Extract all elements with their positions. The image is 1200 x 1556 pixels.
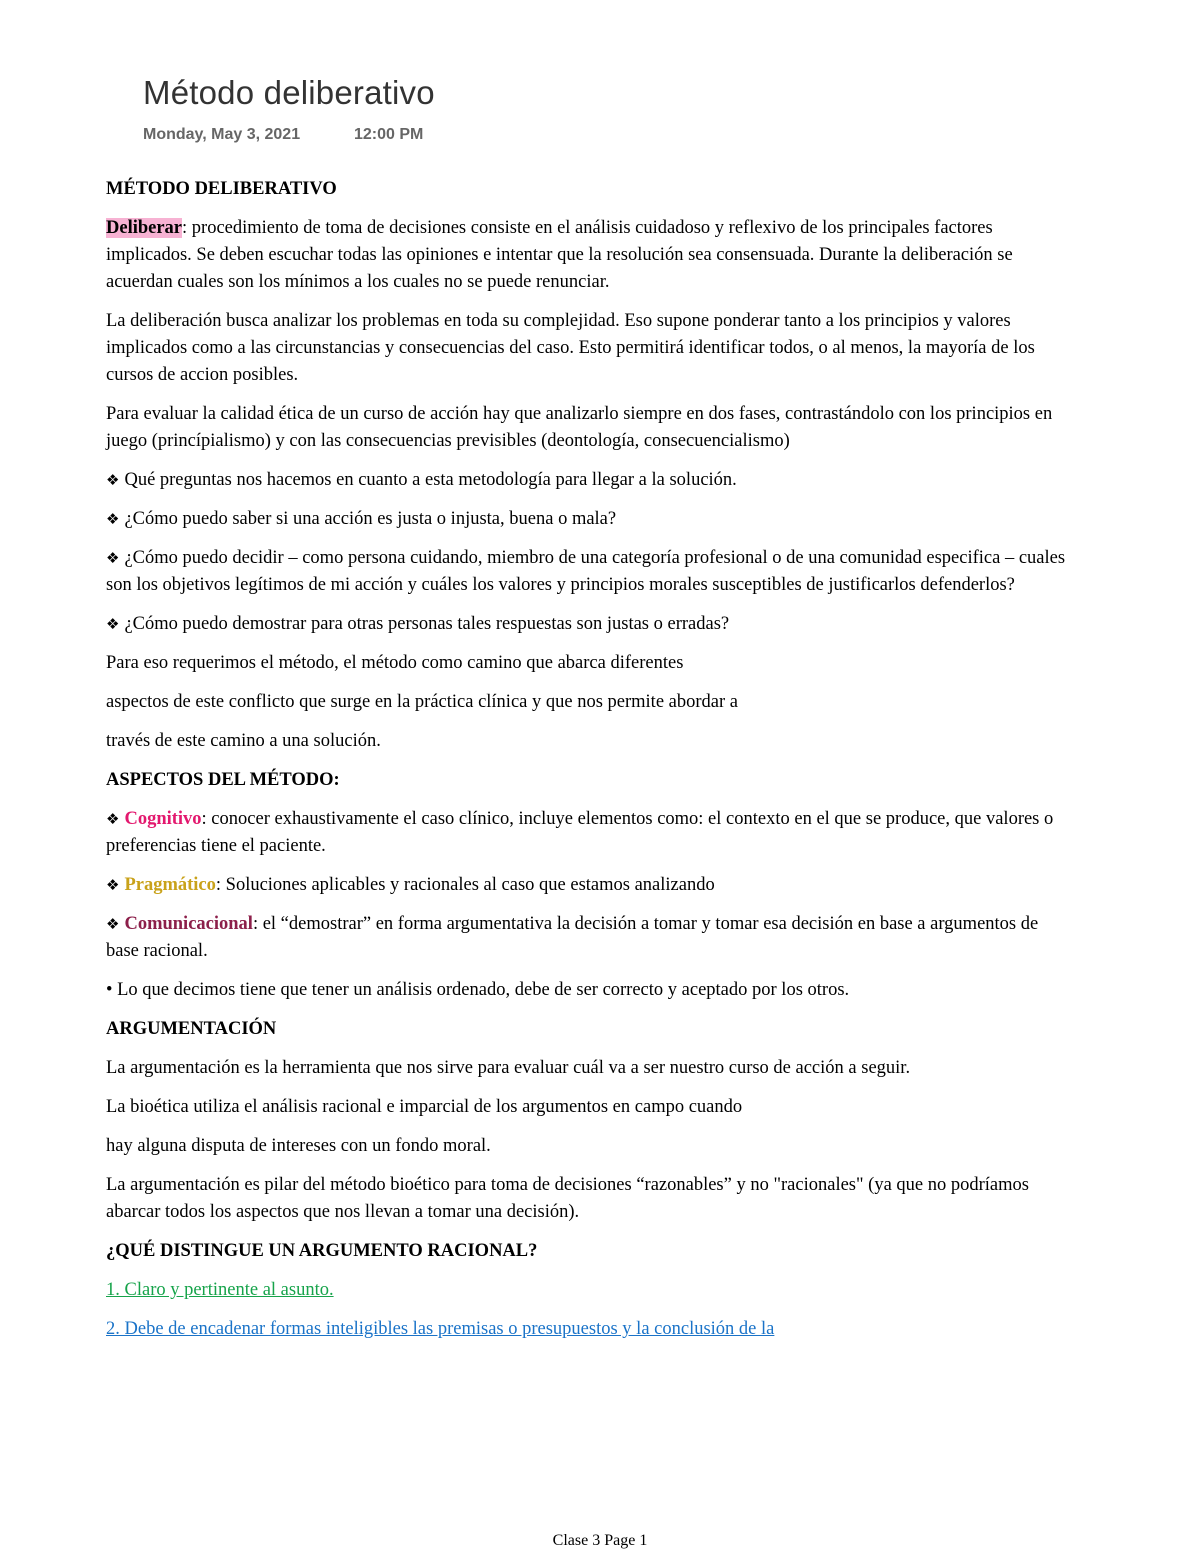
list-item-aspect — [106, 872, 1066, 899]
list-item-question — [106, 506, 1066, 533]
list-item-text: : el “demostrar” en forma argumentativa la decisión a tomar y tomar esa decisión en base a argumentos de base racional. — [106, 914, 1039, 961]
list-item-text: Lo que decimos tiene que tener un análisis ordenado, debe de ser correcto y aceptado por los otros. — [117, 980, 850, 1000]
paragraph-metodo-line: través de este camino a una solución. — [106, 731, 381, 751]
list-item-text: ¿Cómo puedo saber si una acción es justa o injusta, buena o mala? — [124, 509, 617, 529]
list-item-text: ¿Cómo puedo demostrar para otras personas tales respuestas son justas o erradas? — [124, 614, 730, 634]
paragraph-calidad-etica: Para evaluar la calidad ética de un curso de acción hay que analizarlo siempre en dos fases, contrastándolo con los principios en juego (princípialismo) y con las consecuencias previsibles (deontología, consecuencialismo) — [106, 404, 1053, 451]
diamond-bullet-icon: ❖ — [106, 510, 120, 528]
diamond-bullet-icon: ❖ — [106, 915, 120, 933]
heading-argumentacion: ARGUMENTACIÓN — [106, 1019, 277, 1039]
paragraph-argumentacion: La argumentación es la herramienta que nos sirve para evaluar cuál va a ser nuestro curso de acción a seguir. — [106, 1058, 911, 1078]
paragraph-deliberar — [106, 215, 1066, 296]
dot-bullet-icon: • — [106, 980, 113, 1000]
list-item-dot — [106, 977, 1066, 1004]
list-item-aspect — [106, 806, 1066, 860]
list-item-question — [106, 467, 1066, 494]
page-date: Monday, May 3, 2021 — [143, 126, 301, 143]
list-item-text: Qué preguntas nos hacemos en cuanto a esta metodología para llegar a la solución. — [124, 470, 737, 490]
highlighted-term-deliberar: Deliberar — [106, 218, 183, 238]
paragraph-metodo-line: Para eso requerimos el método, el método como camino que abarca diferentes — [106, 653, 684, 673]
term-cognitivo: Cognitivo — [124, 809, 202, 829]
list-item-question — [106, 545, 1066, 599]
diamond-bullet-icon: ❖ — [106, 810, 120, 828]
term-comunicacional: Comunicacional — [124, 914, 253, 934]
page-footer: Clase 3 Page 1 — [552, 1532, 648, 1549]
term-pragmatico: Pragmático — [124, 875, 216, 895]
paragraph-pilar: La argumentación es pilar del método bioético para toma de decisiones “razonables” y no "racionales" (ya que no podríamos abarcar todos los aspectos que nos llevan a tomar una decisión). — [106, 1175, 1029, 1222]
list-item-text: : Soluciones aplicables y racionales al caso que estamos analizando — [215, 875, 715, 895]
paragraph-bioetica-line: hay alguna disputa de intereses con un fondo moral. — [106, 1136, 491, 1156]
diamond-bullet-icon: ❖ — [106, 471, 120, 489]
diamond-bullet-icon: ❖ — [106, 876, 120, 894]
list-item-aspect — [106, 911, 1066, 965]
heading-aspectos: ASPECTOS DEL MÉTODO: — [106, 770, 340, 790]
page-title: Método deliberativo — [143, 74, 435, 111]
diamond-bullet-icon: ❖ — [106, 549, 120, 567]
paragraph-complejidad: La deliberación busca analizar los problemas en toda su complejidad. Eso supone ponderar tanto a los principios y valores implicados como a las circunstancias y consecuencias del caso. Esto permitirá identificar todos, o al menos, la mayoría de los cursos de accion posibles. — [106, 311, 1035, 385]
heading-argumento-racional: ¿QUÉ DISTINGUE UN ARGUMENTO RACIONAL? — [106, 1241, 538, 1261]
note-body[interactable] — [106, 176, 1066, 1355]
paragraph-text: : procedimiento de toma de decisiones consiste en el análisis cuidadoso y reflexivo de los principales factores implicados. Se deben escuchar todas las opiniones e intentar que la resolución sea consensuada. Durante la deliberación se acuerdan cuales son los mínimos a los cuales no se puede renunciar. — [106, 218, 1013, 292]
link-claro-pertinente[interactable]: 1. Claro y pertinente al asunto. — [106, 1280, 334, 1300]
heading-metodo-deliberativo: MÉTODO DELIBERATIVO — [106, 179, 337, 199]
paragraph-bioetica-line: La bioética utiliza el análisis racional e imparcial de los argumentos en campo cuando — [106, 1097, 743, 1117]
link-encadenar-premisas[interactable]: 2. Debe de encadenar formas inteligibles las premisas o presupuestos y la conclusión de la — [106, 1319, 775, 1339]
page-time: 12:00 PM — [354, 126, 424, 143]
diamond-bullet-icon: ❖ — [106, 615, 120, 633]
list-item-text: : conocer exhaustivamente el caso clínico, incluye elementos como: el contexto en el que se produce, que valores o preferencias tiene el paciente. — [106, 809, 1054, 856]
list-item-text: ¿Cómo puedo decidir – como persona cuidando, miembro de una categoría profesional o de una comunidad especifica – cuales son los objetivos legítimos de mi acción y cuáles los valores y principios morales susceptibles de justificarlos defenderlos? — [106, 548, 1066, 595]
list-item-question — [106, 611, 1066, 638]
paragraph-metodo-line: aspectos de este conflicto que surge en la práctica clínica y que nos permite abordar a — [106, 692, 738, 712]
